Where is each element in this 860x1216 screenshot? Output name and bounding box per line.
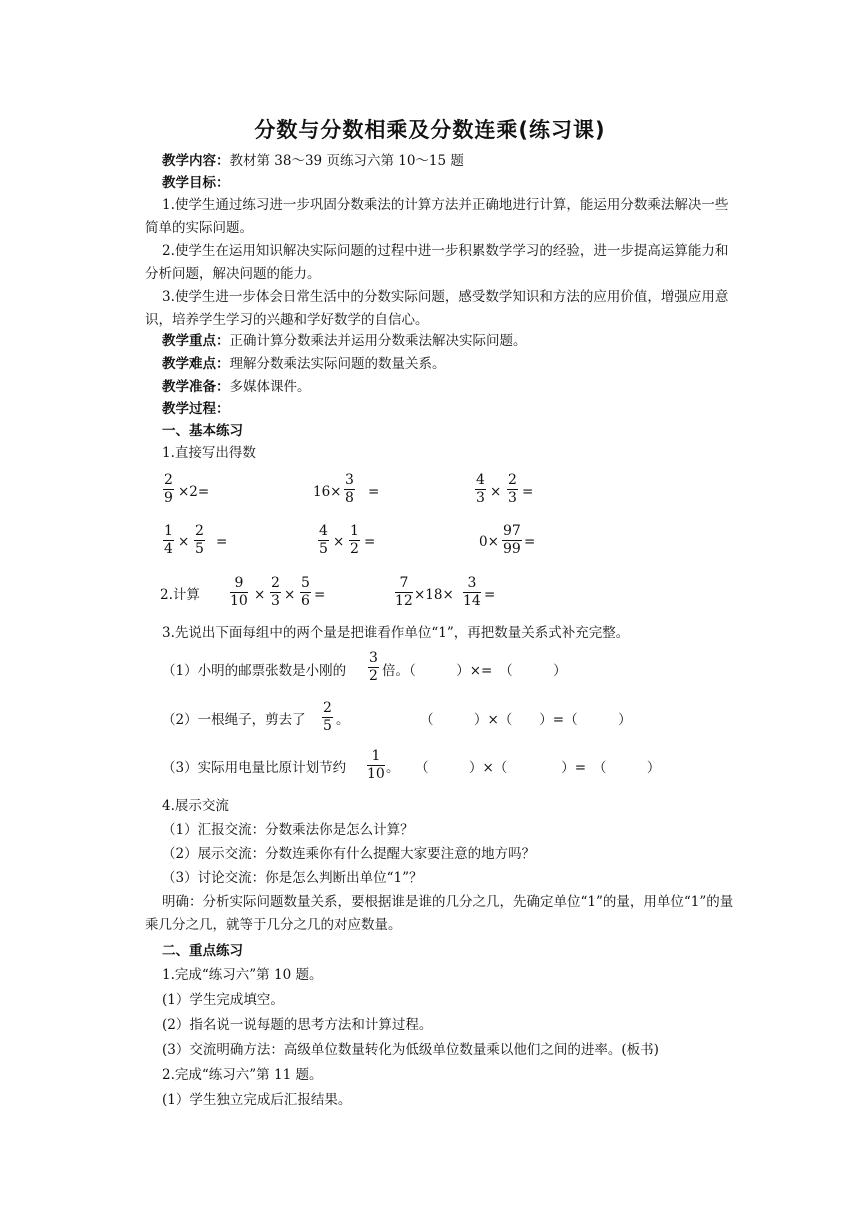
question-2-label: 2.计算 [160,587,200,603]
section-2-label: 二、重点练习 [162,943,243,959]
practice-2-step-1: (1）学生独立完成后汇报结果。 [162,1092,352,1108]
fraction: $\frac{3}{8}$ [345,472,354,506]
question-3: 3.先说出下面每组中的两个量是把谁看作单位“1”，再把数量关系式补充完整。 [162,625,630,641]
math-text: ×2= [178,484,210,500]
q3-item-3-text: （3）实际用电量比原计划节约 [162,760,347,776]
prep-label: 教学准备： [162,379,230,395]
content-line [162,150,752,172]
math-text: = [524,534,536,550]
difficulty-label: 教学难点： [162,356,230,372]
math-text: = [314,587,326,603]
fraction: $\frac{3}{2}$ [369,650,378,684]
fraction: $\frac{1}{2}$ [350,523,359,557]
math-text: = [522,484,534,500]
goal-1: 1.使学生通过练习进一步巩固分数乘法的计算方法并正确地进行计算，能运用分数乘法解决一些简单的实际问题。 [145,197,729,236]
prep-text: 多媒体课件。 [229,379,311,395]
q3-item-2-blanks: （ ）×（ ）=（ ） [420,712,632,728]
difficulty-text: 理解分数乘法实际问题的数量关系。 [229,356,446,372]
fraction: $\frac{5}{6}$ [301,575,310,609]
fraction: $\frac{2}{5}$ [195,523,204,557]
section-1-label: 一、基本练习 [162,423,243,439]
fraction: $\frac{2}{3}$ [271,575,280,609]
question-4: 4.展示交流 [162,798,229,814]
question-1: 1.直接写出得数 [162,445,256,461]
practice-1-step-3: (3）交流明确方法：高级单位数量转化为低级单位数量乘以他们之间的进率。(板书) [162,1042,659,1058]
math-text: 16× [313,484,342,500]
clarification: 明确：分析实际问题数量关系，要根据谁是谁的几分之几，先确定单位“1”的量，用单位“1”的量乘几分之几，就等于几分之几的对应数量。 [145,894,734,933]
q3-item-2-tail: 。 [336,712,350,728]
key-label: 教学重点： [162,333,230,349]
q3-item-3-tail: 。 [386,760,400,776]
fraction: $\frac{7}{12}$ [395,575,413,609]
fraction: $\frac{1}{4}$ [164,523,173,557]
fraction: $\frac{3}{14}$ [463,575,481,609]
q3-item-3-blanks: （ ）×（ ）= （ ） [415,760,661,776]
difficulty-line [162,353,752,375]
fraction: $\frac{2}{5}$ [323,700,332,734]
math-text: = [216,534,228,550]
fraction: $\frac{4}{5}$ [319,523,328,557]
practice-1-step-2: (2）指名说一说每题的思考方法和计算过程。 [162,1017,433,1033]
math-text: × [284,587,296,603]
prep-line [162,376,752,398]
section-1-heading [162,420,752,442]
fraction: $\frac{97}{99}$ [503,523,521,557]
process-heading [162,398,752,420]
math-text: = [484,587,496,603]
goal-3: 3.使学生进一步体会日常生活中的分数实际问题，感受数学知识和方法的应用价值，增强应用意识，培养学生学习的兴趣和学好数学的自信心。 [145,289,729,328]
q3-item-2-text: （2）一根绳子，剪去了 [162,712,306,728]
page-title: 分数与分数相乘及分数连乘(练习课) [254,118,606,142]
content-label: 教学内容： [162,153,230,169]
goals-heading [162,172,752,194]
fraction: $\frac{4}{3}$ [476,472,485,506]
goals-label: 教学目标： [162,175,230,191]
math-text: = [368,484,380,500]
math-text: 0× [479,534,499,550]
q4-item-1: （1）汇报交流：分数乘法你是怎么计算？ [162,822,414,838]
math-text: × [490,484,502,500]
math-text: ×18× [414,587,454,603]
fraction: $\frac{9}{10}$ [230,575,248,609]
practice-1-step-1: (1）学生完成填空。 [162,992,284,1008]
key-text: 正确计算分数乘法并运用分数乘法解决实际问题。 [229,333,527,349]
math-text: × [254,587,266,603]
fraction: $\frac{1}{10}$ [367,748,385,782]
math-text: = [364,534,376,550]
section-2-heading [162,940,752,962]
content-text: 教材第 38～39 页练习六第 10～15 题 [229,153,464,169]
fraction: $\frac{2}{9}$ [164,472,173,506]
q4-item-3: （3）讨论交流：你是怎么判断出单位“1”？ [162,870,423,886]
q4-item-2: （2）展示交流：分数连乘你有什么提醒大家要注意的地方吗？ [162,846,536,862]
practice-2: 2.完成“练习六”第 11 题。 [162,1067,323,1083]
practice-1: 1.完成“练习六”第 10 题。 [162,967,323,983]
key-line [162,330,752,352]
process-label: 教学过程： [162,401,230,417]
goal-2: 2.使学生在运用知识解决实际问题的过程中进一步积累数学学习的经验，进一步提高运算能力和分析问题，解决问题的能力。 [145,243,729,282]
math-text: × [178,534,190,550]
q3-item-1-tail: 倍。（ ）×= （ ） [382,663,567,679]
fraction: $\frac{2}{3}$ [508,472,517,506]
math-text: × [333,534,345,550]
q3-item-1-text: （1）小明的邮票张数是小刚的 [162,663,347,679]
